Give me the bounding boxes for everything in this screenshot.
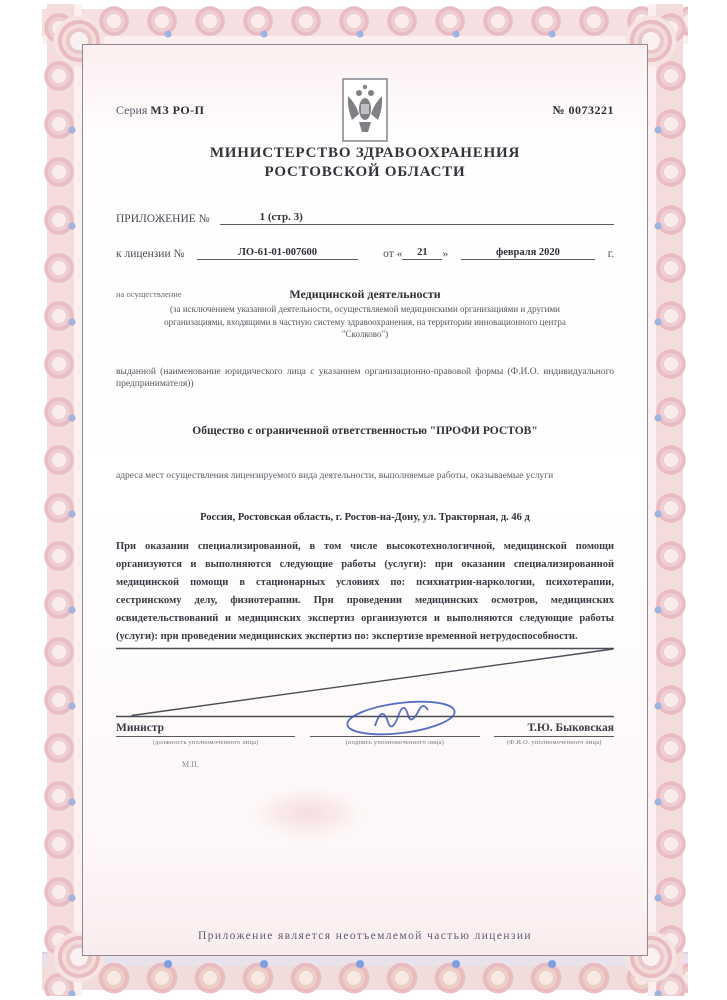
licensed-works-paragraph: При оказании специализированной, в том числе высокотехнологичной, медицинской помощи организуются и выполняются следующие работы (услуги): при оказании специализированной медицинской помощи в стационарных условиях по: психиатрии-наркологии, психотерапии, сестринскому делу, физиотерапии. При проведении медицинских осмотров, медицинских освидетельствований и медицинских экспертиз организуются и выполняются следующие работы (услуги): при проведении медицинских экспертиз по: экспертизе временной нетрудоспособности. [116, 540, 614, 642]
signature-block [116, 721, 614, 746]
date-day-value: 21 [402, 247, 442, 260]
signer-position: Министр [116, 722, 295, 737]
ministry-title-line1: МИНИСТЕРСТВО ЗДРАВООХРАНЕНИЯ [209, 145, 521, 161]
minister-signature [341, 696, 461, 743]
license-label: к лицензии № [116, 248, 185, 260]
document-sheet [82, 44, 648, 956]
date-close-quote: » [442, 248, 449, 260]
signature-column [310, 721, 479, 746]
border-ornament-bottom [42, 952, 688, 996]
position-caption: (должность уполномоченного лица) [152, 738, 259, 746]
russia-coat-of-arms-icon [342, 78, 388, 157]
activity-title: Медицинской деятельности [289, 287, 441, 301]
stamp-place-mark: М.П. [182, 759, 199, 769]
appendix-number-value: 1 (стр. 3) [220, 211, 614, 225]
serial-label: Серия [116, 103, 148, 117]
appendix-label: ПРИЛОЖЕНИЕ № [116, 213, 210, 225]
activity-address: Россия, Ростовская область, г. Ростов-на-Дону, ул. Тракторная, д. 46 д [200, 511, 530, 523]
signer-name: Т.Ю. Быковская [494, 722, 614, 737]
signer-position-column [116, 722, 295, 746]
ministry-title-line2: РОСТОВСКОЙ ОБЛАСТИ [264, 164, 466, 180]
date-year-suffix: г. [607, 248, 614, 260]
serial [116, 103, 205, 118]
border-ornament-right [648, 4, 688, 996]
document-number: № 0073221 [552, 103, 614, 117]
address-caption: адреса мест осуществления лицензируемого вида деятельности, выполняемые работы, оказываемые услуги [116, 470, 554, 481]
date-from-label: от « [383, 248, 403, 260]
name-caption: (Ф.И.О. уполномоченного лица) [506, 738, 602, 746]
license-number-value: ЛО-61-01-007600 [197, 247, 358, 260]
appendix-row [116, 211, 614, 225]
border-ornament-left [42, 4, 82, 996]
license-appendix-document [42, 4, 688, 996]
activity-note: (за исключением указанной деятельности, осуществляемой медицинскими организациями и другими организациями, входящими в частную систему здравоохранения, на территории инновационного центра "Сколково") [164, 304, 566, 339]
border-ornament-top [42, 4, 688, 44]
activity-row [116, 287, 614, 302]
signature-caption: (подпись уполномоченного лица) [345, 738, 445, 746]
issued-to-caption: выданной (наименование юридического лица с указанием организационно-правовой формы (Ф.И.О. индивидуального предпринимателя)) [116, 366, 614, 389]
signer-name-column [494, 722, 614, 746]
license-row [116, 247, 614, 260]
date-month-year-value: февраля 2020 [461, 247, 596, 260]
organization-name: Общество с ограниченной ответственностью "ПРОФИ РОСТОВ" [192, 424, 538, 437]
serial-value: МЗ РО-П [150, 103, 205, 117]
activity-caption: на осуществление [116, 289, 182, 299]
footer-note: Приложение является неотъемлемой частью лицензии [198, 930, 532, 942]
